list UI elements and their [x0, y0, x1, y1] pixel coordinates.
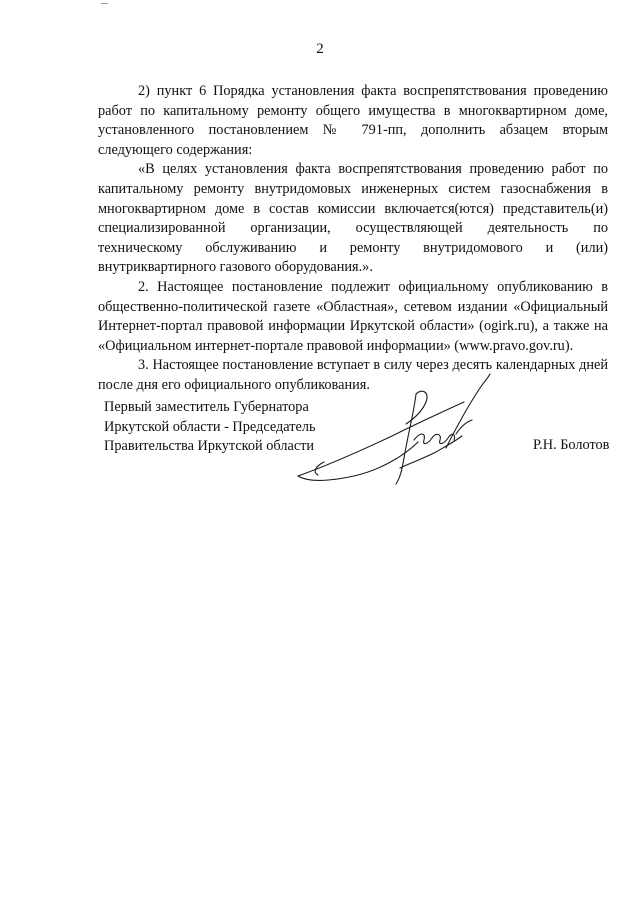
- page-number: 2: [316, 41, 324, 57]
- scan-artifact: [101, 3, 108, 4]
- document-body: [98, 82, 608, 396]
- paragraph-entry-into-force: 3. Настоящее постановление вступает в силу через десять календарных дней после дня его официального опубликования.: [98, 357, 608, 393]
- signatory-title-line: Иркутской области - Председатель: [104, 418, 316, 435]
- handwritten-signature: [296, 372, 516, 488]
- paragraph-publication: 2. Настоящее постановление подлежит официальному опубликованию в общественно-политической газете «Областная», сетевом издании «Официальный Интернет-портал правовой информации Иркутской области» (ogirk.ru), а также на «Официальном интернет-портале правовой информации» (www.pravo.gov.ru).: [98, 278, 608, 354]
- signer-name: Р.Н. Болотов: [533, 437, 610, 453]
- paragraph-inserted-text: «В целях установления факта воспрепятствования проведению работ по капитальному ремонту внутридомовых инженерных систем газоснабжения в многоквартирном доме в состав комиссии включается(ются) представитель(и) специализированной организации, осуществляющей деятельность по техническому обслуживанию и ремонту внутридомового и (или) внутриквартирного газового оборудования.».: [98, 161, 608, 276]
- paragraph-item-2: 2) пункт 6 Порядка установления факта воспрепятствования проведению работ по капитальному ремонту общего имущества в многоквартирном доме, установленного постановлением № 791-пп, дополнить абзацем вторым следующего содержания:: [98, 83, 608, 158]
- signatory-title: [104, 398, 316, 457]
- signatory-title-line: Правительства Иркутской области: [104, 438, 315, 455]
- signatory-title-line: Первый заместитель Губернатора: [104, 399, 309, 415]
